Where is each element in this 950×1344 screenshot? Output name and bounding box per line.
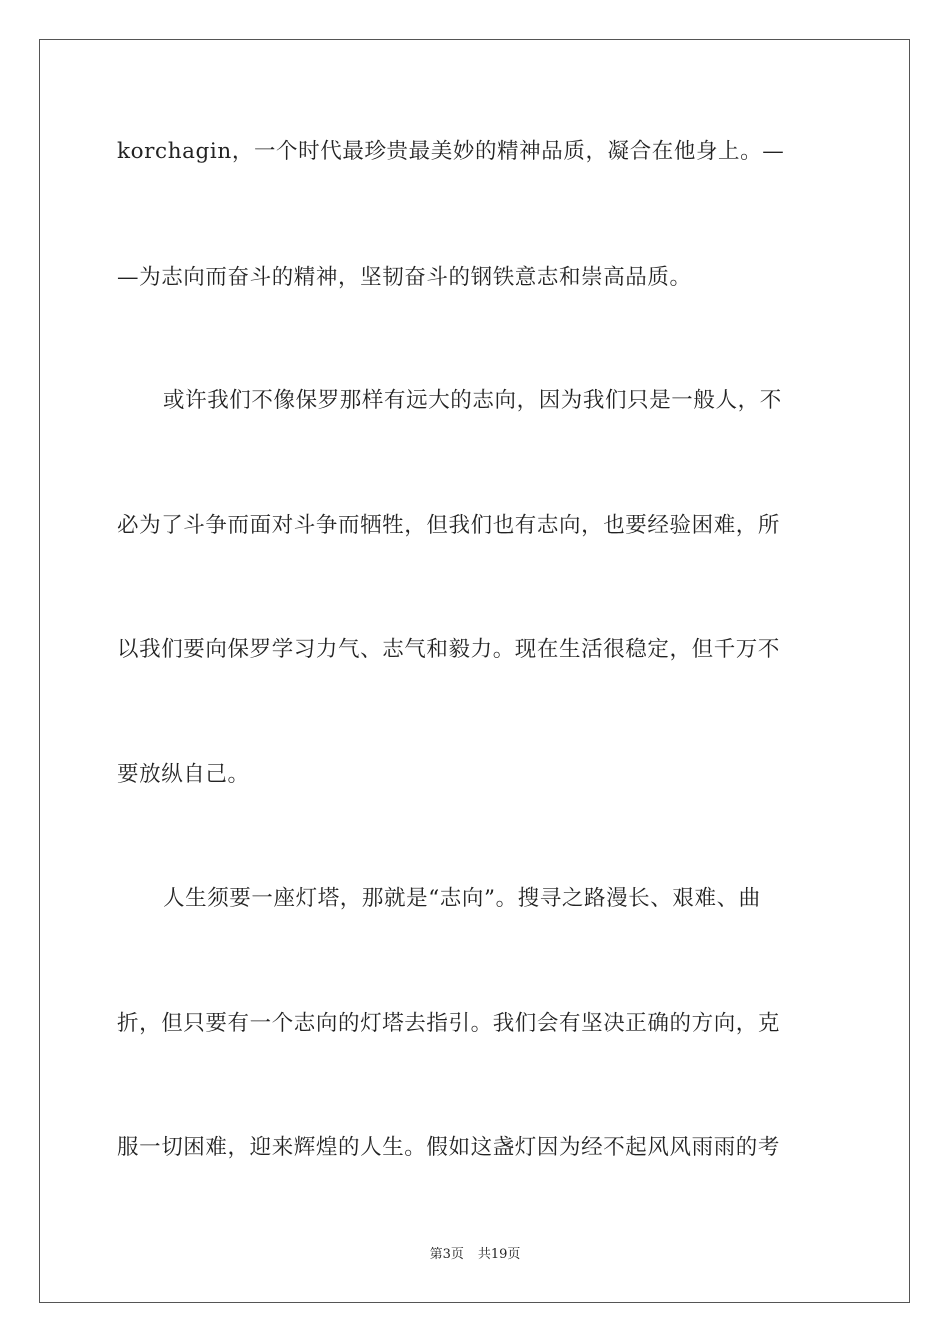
page-frame xyxy=(39,39,910,1303)
page-footer xyxy=(0,1246,950,1264)
text-line-1: korchagin，一个时代最珍贵最美妙的精神品质，凝合在他身上。— xyxy=(117,139,785,164)
page-number: 第3页 xyxy=(429,1247,464,1262)
paragraph-3-line-1: 人生须要一座灯塔，那就是“志向”。搜寻之路漫长、艰难、曲 xyxy=(163,886,761,911)
page-total: 共19页 xyxy=(477,1247,521,1262)
paragraph-3-line-3: 服一切困难，迎来辉煌的人生。假如这盏灯因为经不起风风雨雨的考 xyxy=(117,1135,781,1160)
paragraph-2-line-1: 或许我们不像保罗那样有远大的志向，因为我们只是一般人，不 xyxy=(163,388,782,413)
paragraph-2-line-2: 必为了斗争而面对斗争而牺牲，但我们也有志向，也要经验困难，所 xyxy=(117,513,781,538)
paragraph-2-line-3: 以我们要向保罗学习力气、志气和毅力。现在生活很稳定，但千万不 xyxy=(117,637,781,662)
paragraph-3-line-2: 折，但只要有一个志向的灯塔去指引。我们会有坚决正确的方向，克 xyxy=(117,1011,781,1036)
text-line-2: —为志向而奋斗的精神，坚韧奋斗的钢铁意志和崇高品质。 xyxy=(117,265,692,290)
paragraph-2-line-4: 要放纵自己。 xyxy=(117,762,250,787)
